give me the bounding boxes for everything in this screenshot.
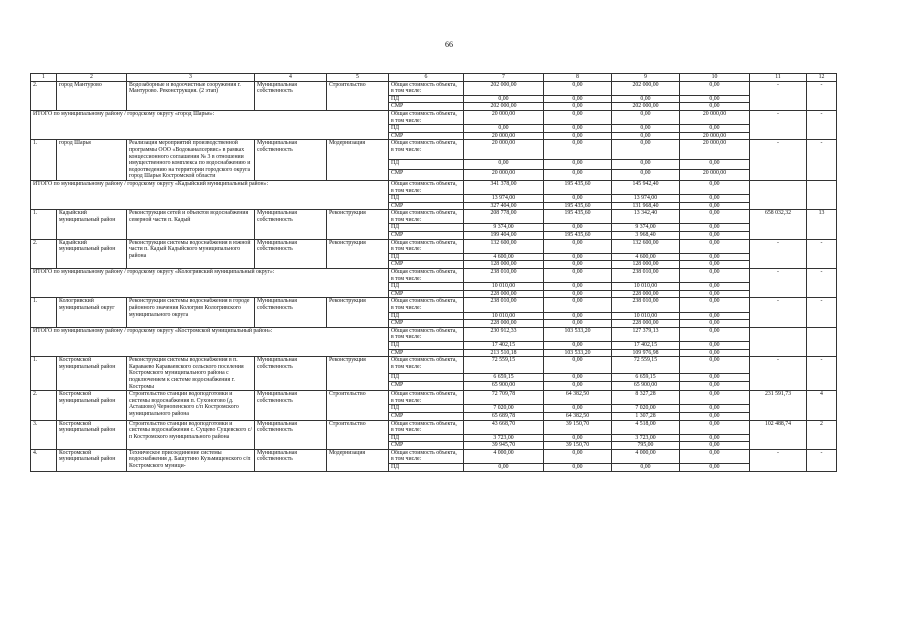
cost-type: ПД (389, 283, 464, 291)
row-number: 1. (31, 140, 57, 181)
column-number: 4 (255, 74, 327, 82)
total-label: ИТОГО по муниципальному району / городскому округу «город Шарья»: (31, 110, 389, 139)
ownership: Муниципальная собственность (255, 239, 327, 268)
amount: 20 000,00 (680, 110, 750, 124)
amount: 0,00 (464, 159, 544, 169)
amount: 0,00 (612, 159, 680, 169)
amount: 195 435,60 (544, 202, 612, 210)
work-type: Реконструкция (327, 357, 389, 391)
amount: 213 510,18 (464, 349, 544, 357)
count: - (807, 81, 837, 110)
amount: 145 942,40 (612, 180, 680, 194)
column-number: 3 (127, 74, 255, 82)
amount: 17 402,15 (464, 341, 544, 349)
total-label: ИТОГО по муниципальному району / городскому округу «Кологривский муниципальный округ»: (31, 269, 389, 298)
capacity: 102 488,74 (750, 420, 807, 449)
table-row (31, 110, 837, 124)
amount: 0,00 (680, 269, 750, 283)
amount: 20 000,00 (680, 170, 750, 181)
amount: 0,00 (544, 103, 612, 111)
amount: 39 945,70 (464, 442, 544, 450)
amount: 0,00 (544, 449, 612, 463)
amount: 20 000,00 (680, 132, 750, 140)
cost-type: СМР (389, 170, 464, 181)
amount: 0,00 (544, 405, 612, 413)
page-number: 66 (445, 40, 453, 49)
count (807, 327, 837, 356)
amount: 0,00 (680, 103, 750, 111)
amount: 7 020,00 (612, 405, 680, 413)
amount: 13 974,00 (464, 195, 544, 203)
amount: 0,00 (544, 320, 612, 328)
cost-type: ПД (389, 195, 464, 203)
amount: 20 000,00 (464, 132, 544, 140)
amount: 17 402,15 (612, 341, 680, 349)
cost-type: ПД (389, 224, 464, 232)
amount: 0,00 (544, 125, 612, 133)
amount: 228 000,00 (464, 290, 544, 298)
column-number: 8 (544, 74, 612, 82)
amount: 0,00 (464, 125, 544, 133)
column-number: 11 (750, 74, 807, 82)
amount: 0,00 (544, 464, 612, 472)
amount: 9 374,00 (612, 224, 680, 232)
amount: 0,00 (680, 320, 750, 328)
amount: 208 778,00 (464, 210, 544, 224)
amount: 39 150,70 (544, 420, 612, 434)
object-name: Реконструкция системы водоснабжения в п. Караваево Караваевского сельского поселения Костромского муниципального района с подключением к системе водоснабжения г. Костромы (127, 357, 255, 391)
amount: 0,00 (680, 382, 750, 391)
amount: 127 379,13 (612, 327, 680, 341)
amount: 195 435,60 (544, 180, 612, 194)
column-number: 1 (31, 74, 57, 82)
amount: 0,00 (680, 464, 750, 472)
amount: 341 378,00 (464, 180, 544, 194)
ownership: Муниципальная собственность (255, 449, 327, 471)
table-row (31, 239, 837, 253)
amount: 238 010,00 (612, 298, 680, 312)
capacity: 658 032,32 (750, 210, 807, 239)
capacity: - (750, 269, 807, 298)
capacity (750, 180, 807, 209)
cost-type: СМР (389, 382, 464, 391)
amount: 65 900,00 (612, 382, 680, 391)
amount: 0,00 (612, 140, 680, 160)
work-type: Строительство (327, 420, 389, 449)
cost-type: Общая стоимость объекта, в том числе: (389, 239, 464, 253)
amount: 202 000,00 (464, 103, 544, 111)
amount: 0,00 (680, 283, 750, 291)
amount: 0,00 (680, 312, 750, 320)
amount: 65 900,00 (464, 382, 544, 391)
amount: 8 327,28 (612, 391, 680, 405)
cost-type: ПД (389, 159, 464, 169)
amount: 0,00 (680, 261, 750, 269)
amount: 128 000,00 (464, 261, 544, 269)
amount: 195 435,60 (544, 232, 612, 240)
cost-type: Общая стоимость объекта, в том числе: (389, 357, 464, 373)
row-number: 1. (31, 357, 57, 391)
work-type: Модернизация (327, 140, 389, 181)
amount: 199 404,00 (464, 232, 544, 240)
amount: 4 600,00 (464, 253, 544, 261)
table-row (31, 449, 837, 463)
amount: 230 912,33 (464, 327, 544, 341)
cost-type: Общая стоимость объекта, в том числе: (389, 269, 464, 283)
column-number: 7 (464, 74, 544, 82)
cost-type: Общая стоимость объекта, в том числе: (389, 449, 464, 463)
amount: 0,00 (464, 464, 544, 472)
amount: 0,00 (680, 391, 750, 405)
amount: 4 000,00 (464, 449, 544, 463)
ownership: Муниципальная собственность (255, 357, 327, 391)
object-name: Водозаборные и водоочистные сооружения г. Мантурово. Реконструкция. (2 этап) (127, 81, 255, 110)
amount: 0,00 (544, 269, 612, 283)
amount: 4 600,00 (612, 253, 680, 261)
amount: 0,00 (680, 159, 750, 169)
table-row (31, 180, 837, 194)
cost-type: ПД (389, 373, 464, 382)
ownership: Муниципальная собственность (255, 391, 327, 420)
amount: 103 533,20 (544, 349, 612, 357)
amount: 228 000,00 (464, 320, 544, 328)
ownership: Муниципальная собственность (255, 420, 327, 449)
cost-type: СМР (389, 290, 464, 298)
amount: 0,00 (544, 110, 612, 124)
row-number: 2. (31, 81, 57, 110)
amount: 0,00 (544, 434, 612, 442)
amount: 0,00 (544, 298, 612, 312)
column-number: 10 (680, 74, 750, 82)
cost-type: ПД (389, 312, 464, 320)
amount: 202 000,00 (612, 81, 680, 95)
count: - (807, 357, 837, 391)
amount: 0,00 (680, 327, 750, 341)
financing-table (30, 73, 837, 472)
capacity: - (750, 357, 807, 391)
amount: 39 150,70 (544, 442, 612, 450)
table-row (31, 81, 837, 95)
cost-type: СМР (389, 442, 464, 450)
work-type: Модернизация (327, 449, 389, 471)
amount: 795,00 (612, 442, 680, 450)
capacity: - (750, 110, 807, 139)
row-number: 3. (31, 420, 57, 449)
amount: 0,00 (680, 290, 750, 298)
amount: 0,00 (680, 224, 750, 232)
municipality: Костромской муниципальный район (57, 420, 127, 449)
municipality: город Мантурово (57, 81, 127, 110)
cost-type: ПД (389, 95, 464, 103)
header-row (31, 74, 837, 82)
amount: 0,00 (680, 195, 750, 203)
amount: 0,00 (544, 132, 612, 140)
count: - (807, 269, 837, 298)
row-number: 2. (31, 391, 57, 420)
cost-type: Общая стоимость объекта, в том числе: (389, 327, 464, 341)
table-row (31, 298, 837, 312)
amount: 10 010,00 (464, 283, 544, 291)
work-type: Строительство (327, 391, 389, 420)
amount: 4 518,00 (612, 420, 680, 434)
amount: 0,00 (544, 261, 612, 269)
cost-type: СМР (389, 261, 464, 269)
cost-type: СМР (389, 349, 464, 357)
capacity: - (750, 449, 807, 471)
object-name: Строительство станции водоподготовки и системы водоснабжения п. Сухоногово (д. Асташово) Чернопенского с/п Костромского муниципального района (127, 391, 255, 420)
column-number: 12 (807, 74, 837, 82)
cost-type: Общая стоимость объекта, в том числе: (389, 420, 464, 434)
amount: 72 559,15 (612, 357, 680, 373)
object-name: Техническое присоединение системы водоснабжения д. Башутино Кузьмищенского с/п Костромского муници- (127, 449, 255, 471)
table-row (31, 327, 837, 341)
amount: 0,00 (544, 140, 612, 160)
work-type: Реконструкция (327, 239, 389, 268)
amount: 64 382,50 (544, 391, 612, 405)
capacity (750, 327, 807, 356)
amount: 10 010,00 (612, 283, 680, 291)
ownership: Муниципальная собственность (255, 140, 327, 181)
capacity: - (750, 81, 807, 110)
object-name: Реализация мероприятий производственной программы ООО «Водоканалсервис» в рамках концессионного соглашения № 3 в отношении имущественного комплекса по водоснабжению и водоотведению на территории городского округа город Шарья Костромской области (127, 140, 255, 181)
amount: 0,00 (680, 298, 750, 312)
cost-type: ПД (389, 434, 464, 442)
amount: 0,00 (544, 373, 612, 382)
cost-type: ПД (389, 253, 464, 261)
amount: 0,00 (680, 180, 750, 194)
table-row (31, 269, 837, 283)
row-number: 2. (31, 239, 57, 268)
amount: 0,00 (612, 464, 680, 472)
count: 4 (807, 391, 837, 420)
amount: 0,00 (680, 125, 750, 133)
amount: 0,00 (680, 449, 750, 463)
column-number: 5 (327, 74, 389, 82)
ownership: Муниципальная собственность (255, 81, 327, 110)
cost-type: Общая стоимость объекта, в том числе: (389, 391, 464, 405)
cost-type: Общая стоимость объекта, в том числе: (389, 110, 464, 124)
municipality: город Шарья (57, 140, 127, 181)
count: - (807, 239, 837, 268)
amount: 9 374,00 (464, 224, 544, 232)
amount: 0,00 (680, 341, 750, 349)
amount: 0,00 (544, 95, 612, 103)
amount: 228 000,00 (612, 320, 680, 328)
amount: 13 974,00 (612, 195, 680, 203)
amount: 238 010,00 (464, 269, 544, 283)
amount: 0,00 (544, 357, 612, 373)
count (807, 180, 837, 209)
amount: 0,00 (544, 224, 612, 232)
amount: 20 000,00 (680, 140, 750, 160)
amount: 0,00 (544, 341, 612, 349)
municipality: Костромской муниципальный район (57, 357, 127, 391)
column-number: 9 (612, 74, 680, 82)
amount: 0,00 (612, 170, 680, 181)
amount: 0,00 (680, 202, 750, 210)
amount: 128 000,00 (612, 261, 680, 269)
cost-type: Общая стоимость объекта, в том числе: (389, 81, 464, 95)
table-row (31, 391, 837, 405)
count: - (807, 110, 837, 139)
cost-type: СМР (389, 132, 464, 140)
amount: 0,00 (612, 110, 680, 124)
row-number: 4. (31, 449, 57, 471)
amount: 195 435,60 (544, 210, 612, 224)
count: - (807, 449, 837, 471)
cost-type: Общая стоимость объекта, в том числе: (389, 210, 464, 224)
amount: 0,00 (464, 95, 544, 103)
object-name: Реконструкция системы водоснабжения в городе районного значения Кологрив Кологривского муниципального округа (127, 298, 255, 327)
amount: 1 307,28 (612, 412, 680, 420)
amount: 65 689,78 (464, 412, 544, 420)
column-number: 2 (57, 74, 127, 82)
amount: 3 723,00 (612, 434, 680, 442)
row-number: 1. (31, 210, 57, 239)
amount: 238 010,00 (612, 269, 680, 283)
amount: 109 976,98 (612, 349, 680, 357)
cost-type: СМР (389, 320, 464, 328)
amount: 20 000,00 (464, 170, 544, 181)
amount: 72 559,15 (464, 357, 544, 373)
object-name: Реконструкция сетей и объектов водоснабжения северной части п. Кадый (127, 210, 255, 239)
amount: 0,00 (544, 195, 612, 203)
amount: 0,00 (544, 312, 612, 320)
amount: 0,00 (544, 239, 612, 253)
municipality: Кологривский муниципальный округ (57, 298, 127, 327)
cost-type: СМР (389, 412, 464, 420)
amount: 0,00 (544, 253, 612, 261)
amount: 238 010,00 (464, 298, 544, 312)
amount: 0,00 (544, 81, 612, 95)
table-row (31, 420, 837, 434)
amount: 0,00 (612, 125, 680, 133)
cost-type: Общая стоимость объекта, в том числе: (389, 180, 464, 194)
amount: 0,00 (680, 412, 750, 420)
count: - (807, 140, 837, 181)
ownership: Муниципальная собственность (255, 298, 327, 327)
amount: 327 404,00 (464, 202, 544, 210)
amount: 0,00 (544, 283, 612, 291)
amount: 6 659,15 (612, 373, 680, 382)
cost-type: СМР (389, 232, 464, 240)
total-label: ИТОГО по муниципальному району / городскому округу «Костромской муниципальный район»: (31, 327, 389, 356)
amount: 20 000,00 (464, 110, 544, 124)
amount: 10 010,00 (612, 312, 680, 320)
amount: 0,00 (612, 132, 680, 140)
amount: 6 659,15 (464, 373, 544, 382)
amount: 132 600,00 (612, 239, 680, 253)
amount: 10 010,00 (464, 312, 544, 320)
total-label: ИТОГО по муниципальному району / городскому округу «Кадыйский муниципальный район»: (31, 180, 389, 209)
work-type: Строительство (327, 81, 389, 110)
work-type: Реконструкция (327, 210, 389, 239)
amount: 0,00 (680, 239, 750, 253)
table-row (31, 357, 837, 373)
amount: 0,00 (680, 357, 750, 373)
cost-type: СМР (389, 103, 464, 111)
amount: 0,00 (680, 405, 750, 413)
amount: 0,00 (680, 349, 750, 357)
count: 2 (807, 420, 837, 449)
cost-type: ПД (389, 341, 464, 349)
amount: 0,00 (680, 253, 750, 261)
object-name: Реконструкция системы водоснабжения в южной части п. Кадый Кадыйского муниципального района (127, 239, 255, 268)
cost-type: Общая стоимость объекта, в том числе: (389, 298, 464, 312)
amount: 7 020,00 (464, 405, 544, 413)
amount: 3 968,40 (612, 232, 680, 240)
amount: 13 342,40 (612, 210, 680, 224)
amount: 0,00 (680, 373, 750, 382)
amount: 0,00 (680, 420, 750, 434)
cost-type: Общая стоимость объекта, в том числе: (389, 140, 464, 160)
column-number: 6 (389, 74, 464, 82)
amount: 0,00 (680, 95, 750, 103)
capacity: 231 591,73 (750, 391, 807, 420)
amount: 0,00 (680, 210, 750, 224)
amount: 20 000,00 (464, 140, 544, 160)
amount: 0,00 (680, 442, 750, 450)
amount: 0,00 (544, 159, 612, 169)
count: 13 (807, 210, 837, 239)
count: - (807, 298, 837, 327)
amount: 0,00 (612, 95, 680, 103)
municipality: Кадыйский муниципальный район (57, 210, 127, 239)
amount: 103 533,20 (544, 327, 612, 341)
cost-type: ПД (389, 405, 464, 413)
municipality: Кадыйский муниципальный район (57, 239, 127, 268)
amount: 3 723,00 (464, 434, 544, 442)
amount: 0,00 (680, 232, 750, 240)
work-type: Реконструкция (327, 298, 389, 327)
amount: 0,00 (544, 382, 612, 391)
amount: 64 382,50 (544, 412, 612, 420)
table-row (31, 210, 837, 224)
amount: 4 000,00 (612, 449, 680, 463)
cost-type: ПД (389, 125, 464, 133)
object-name: Строительство станции водоподготовки и системы водоснабжения с. Сущево Сущевского с/п Костромского муниципального района (127, 420, 255, 449)
amount: 228 000,00 (612, 290, 680, 298)
amount: 202 000,00 (464, 81, 544, 95)
table-row (31, 140, 837, 160)
amount: 0,00 (680, 81, 750, 95)
amount: 0,00 (680, 434, 750, 442)
amount: 0,00 (544, 170, 612, 181)
amount: 43 668,70 (464, 420, 544, 434)
capacity: - (750, 140, 807, 181)
ownership: Муниципальная собственность (255, 210, 327, 239)
cost-type: ПД (389, 464, 464, 472)
row-number: 1. (31, 298, 57, 327)
capacity: - (750, 298, 807, 327)
amount: 131 968,40 (612, 202, 680, 210)
municipality: Костромской муниципальный район (57, 449, 127, 471)
amount: 72 709,78 (464, 391, 544, 405)
municipality: Костромской муниципальный район (57, 391, 127, 420)
amount: 0,00 (544, 290, 612, 298)
cost-type: СМР (389, 202, 464, 210)
amount: 202 000,00 (612, 103, 680, 111)
amount: 132 600,00 (464, 239, 544, 253)
capacity: - (750, 239, 807, 268)
